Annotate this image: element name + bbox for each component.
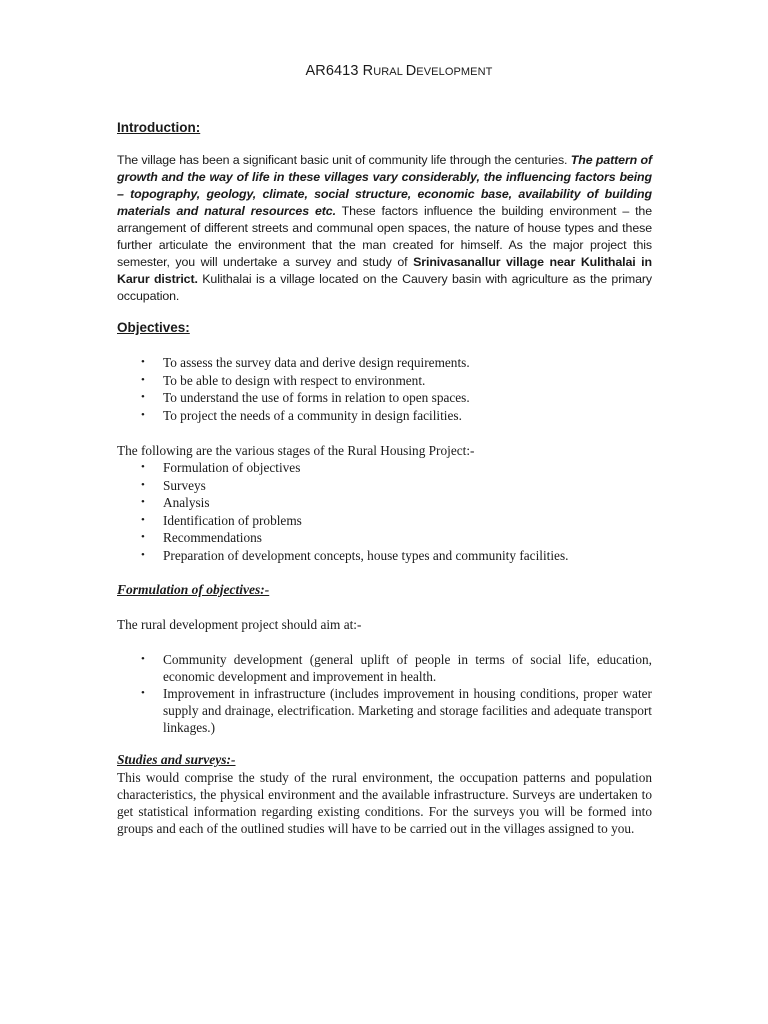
list-item bbox=[117, 389, 652, 407]
formulation-heading: Formulation of objectives:- bbox=[117, 582, 270, 597]
title-initial-d: D bbox=[405, 63, 417, 79]
title-course-code: AR6413 bbox=[305, 63, 363, 79]
bullet-icon: • bbox=[141, 687, 145, 699]
intro-sentence-3: These factors influence the building environment – the arrangement of different streets and communal open spaces, the nature of house types and these further articulate the environment that the man created for himself. As the major project this semester, you will undertake a survey and study of bbox=[117, 204, 652, 269]
list-item bbox=[117, 477, 652, 495]
list-item-text: To be able to design with respect to environment. bbox=[163, 372, 426, 388]
title-initial-r: R bbox=[362, 63, 374, 79]
stages-list bbox=[117, 459, 652, 565]
list-item bbox=[117, 372, 652, 390]
bullet-icon: • bbox=[141, 478, 145, 491]
formulation-intro: The rural development project should aim at:- bbox=[117, 617, 362, 632]
list-item-text: Community development (general uplift of people in terms of social life, education, economic development and improvement in health. bbox=[163, 652, 652, 684]
bullet-icon: • bbox=[141, 513, 145, 526]
list-item-text: Recommendations bbox=[163, 530, 262, 546]
bullet-icon: • bbox=[141, 373, 145, 386]
intro-sentence-5: Kulithalai is a village located on the Cauvery basin with agriculture as the primary occupation. bbox=[117, 272, 653, 303]
list-item bbox=[117, 354, 652, 372]
objectives-list bbox=[117, 354, 652, 424]
list-item bbox=[117, 529, 652, 547]
intro-village-name: Srinivasanallur village near Kulithalai in Karur district. bbox=[117, 255, 652, 286]
bullet-icon: • bbox=[141, 391, 145, 404]
intro-sentence-1: The village has been a significant basic unit of community life through the centuries. bbox=[117, 153, 571, 167]
list-item bbox=[117, 407, 652, 425]
bullet-icon: • bbox=[141, 496, 145, 509]
list-item-text: Improvement in infrastructure (includes improvement in housing conditions, proper water supply and drainage, electrification. Marketing and storage facilities and adequate transport linkages.) bbox=[163, 686, 652, 735]
stages-intro: The following are the various stages of the Rural Housing Project:- bbox=[117, 443, 475, 458]
introduction-paragraph bbox=[117, 152, 652, 305]
list-item-text: Identification of problems bbox=[163, 512, 302, 528]
bullet-icon: • bbox=[141, 408, 145, 421]
introduction-heading: Introduction: bbox=[117, 120, 201, 135]
bullet-icon: • bbox=[141, 653, 145, 665]
intro-emphasis: The pattern of growth and the way of life in these villages vary considerably, the influencing factors being – topography, geology, climate, social structure, economic base, availability of building materials and natural resources etc. bbox=[117, 153, 653, 218]
list-item bbox=[117, 547, 652, 565]
bullet-icon: • bbox=[141, 531, 145, 544]
formulation-list bbox=[117, 651, 652, 736]
list-item-text: To project the needs of a community in design facilities. bbox=[163, 407, 462, 423]
page-title bbox=[0, 63, 768, 79]
list-item bbox=[117, 651, 652, 685]
list-item bbox=[117, 459, 652, 477]
studies-heading: Studies and surveys:- bbox=[117, 752, 236, 767]
list-item-text: To assess the survey data and derive design requirements. bbox=[163, 355, 470, 370]
list-item bbox=[117, 685, 652, 736]
list-item-text: Analysis bbox=[163, 495, 210, 511]
studies-paragraph: This would comprise the study of the rural environment, the occupation patterns and population characteristics, the physical environment and the available infrastructure. Surveys are undertaken to get statistical information regarding existing conditions. For the surveys you will be formed into groups and each of the outlined studies will have to be carried out in the villages assigned to you. bbox=[117, 770, 652, 836]
list-item bbox=[117, 494, 652, 512]
list-item bbox=[117, 512, 652, 530]
bullet-icon: • bbox=[141, 461, 145, 473]
bullet-icon: • bbox=[141, 548, 145, 561]
list-item-text: To understand the use of forms in relation to open spaces. bbox=[163, 390, 470, 406]
list-item-text: Formulation of objectives bbox=[163, 460, 301, 475]
bullet-icon: • bbox=[141, 356, 145, 368]
title-small-caps-1: URAL bbox=[373, 66, 406, 78]
list-item-text: Surveys bbox=[163, 477, 206, 493]
objectives-heading: Objectives: bbox=[117, 320, 190, 335]
list-item-text: Preparation of development concepts, house types and community facilities. bbox=[163, 547, 569, 563]
title-small-caps-2: EVELOPMENT bbox=[416, 66, 493, 78]
